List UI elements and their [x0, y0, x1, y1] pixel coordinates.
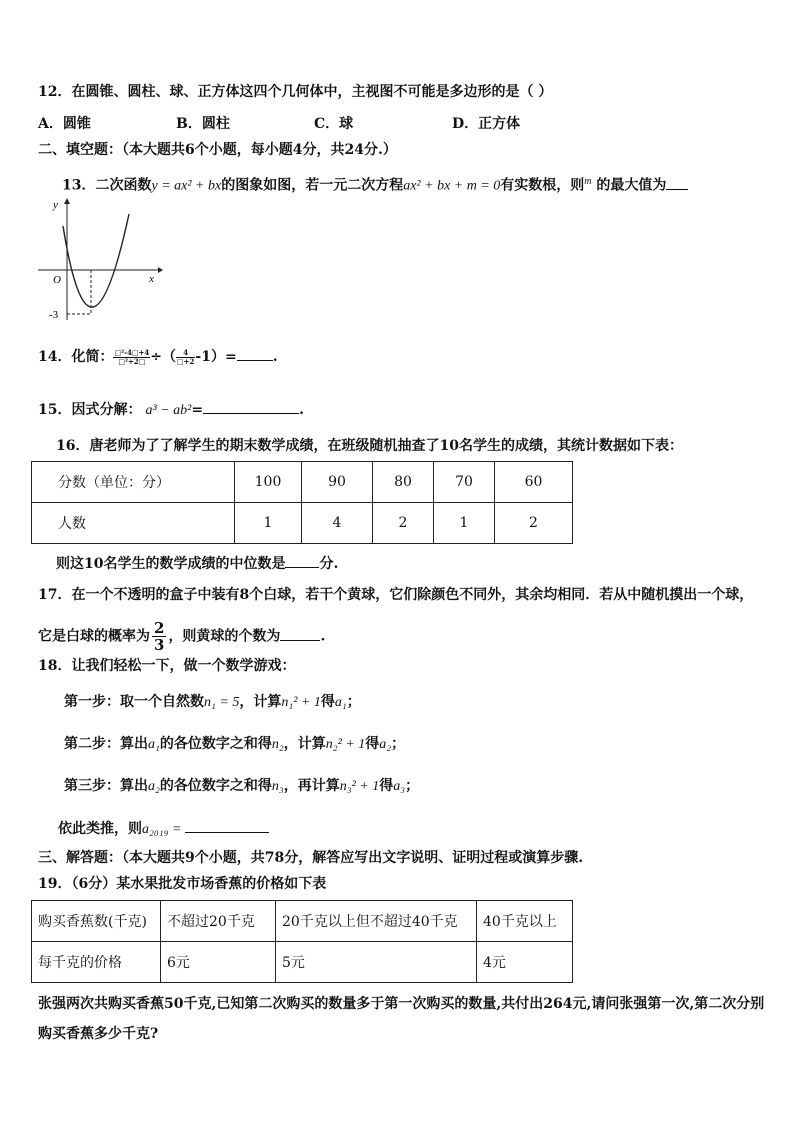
q12-option-a: A．圆锥: [38, 116, 91, 132]
q16-after-b: 分.: [319, 556, 339, 572]
q15-line: [38, 399, 304, 421]
table-row: [32, 503, 573, 544]
q16-after-a: 则这10名学生的数学成绩的中位数是: [56, 556, 286, 572]
q16-cell: 70: [434, 462, 495, 503]
section3-heading: 三、解答题：（本大题共9个小题，共78分，解答应写出文字说明、证明过程或演算步骤.: [38, 850, 584, 866]
q12-stem: 12．在圆锥、圆柱、球、正方体这四个几何体中，主视图不可能是多边形的是（ ）: [38, 84, 553, 100]
q18-end-formula: a₂₀₁₉ =: [142, 822, 182, 837]
q18-step1-d: ；: [346, 694, 361, 710]
q13-text-b: 的图象如图，若一元二次方程: [221, 177, 404, 194]
q19-cell: 5元: [276, 942, 477, 983]
q13-origin-label: O: [53, 274, 61, 286]
q13-answer-blank: [666, 175, 688, 190]
q18-step1-a: 第一步：取一个自然数: [64, 694, 204, 710]
q18-step3-e: ；: [405, 778, 420, 794]
q18-step1-f1: n₁ = 5: [204, 695, 240, 710]
q18-step1-f3: a₁: [334, 695, 347, 710]
q18-step3-d: 得: [379, 778, 394, 794]
q18-step1: [64, 692, 361, 713]
q18-step3-f4: a₃: [393, 779, 406, 794]
table-row: [32, 462, 573, 503]
q14-frac2-den: □+2: [177, 356, 195, 366]
q19-cell: 40千克以上: [477, 901, 573, 942]
q18-step1-f2: n₁² + 1: [281, 695, 321, 710]
q16-cell: 1: [235, 503, 302, 544]
q18-intro: 18．让我们轻松一下，做一个数学游戏：: [38, 658, 296, 674]
q17-fraction: [152, 620, 166, 653]
q13-line: [62, 172, 688, 197]
q19-stem: 19．（6分）某水果批发市场香蕉的价格如下表: [38, 876, 327, 892]
q15-text-a: 15．因式分解：: [38, 402, 142, 418]
q13-var-m: m: [584, 176, 592, 187]
q19-cell-header: 购买香蕉数(千克): [32, 901, 161, 942]
q14-op: ÷（: [150, 349, 177, 365]
q16-stem: 16．唐老师为了了解学生的期末数学成绩，在班级随机抽查了10名学生的成绩，其统计数据如下表：: [56, 438, 683, 454]
q19-price-table: [31, 900, 573, 983]
q13-min-label: -3: [49, 309, 59, 321]
q16-cell: 1: [434, 503, 495, 544]
q16-after: [56, 553, 338, 574]
q13-formula-func: y = ax² + bx: [151, 178, 222, 194]
q16-cell: 2: [373, 503, 434, 544]
q16-answer-blank: [285, 553, 319, 568]
q18-step1-b: ，计算: [239, 694, 282, 710]
q15-formula: a³ − ab²: [145, 403, 192, 418]
q18-step2-f2: n₂: [271, 737, 284, 752]
q18-step2-c: ，计算: [283, 736, 326, 752]
q18-step2: [64, 734, 405, 755]
q13-text-a: 13．二次函数: [62, 177, 152, 194]
q18-step2-e: ；: [391, 736, 406, 752]
q16-cell: 4: [302, 503, 373, 544]
q19-cell: 6元: [161, 942, 276, 983]
q14-frac1-den: □²+2□: [118, 356, 146, 366]
q18-step3-a: 第三步：算出: [64, 778, 148, 794]
q17-line2-c: .: [320, 628, 326, 645]
q17-line2-a: 它是白球的概率为: [38, 628, 150, 645]
q14-fraction-1: [113, 349, 150, 366]
table-row: [32, 942, 573, 983]
q15-answer-blank: [203, 399, 299, 414]
q17-line2: [38, 620, 325, 653]
q12-option-b: B．圆柱: [176, 116, 230, 132]
q14-text-c: .: [272, 349, 278, 365]
q19-after-line1: 张强两次共购买香蕉50千克,已知第二次购买的数量多于第一次购买的数量,共付出264元,请问张强第一次,第二次分别: [38, 996, 765, 1012]
q13-formula-eq: ax² + bx + m = 0: [403, 178, 501, 194]
q17-line1: 17．在一个不透明的盒子中装有8个白球，若干个黄球，它们除颜色不同外，其余均相同．若从中随机摸出一个球，: [38, 587, 754, 603]
q18-end-a: 依此类推，则: [58, 821, 142, 837]
q16-cell: 60: [495, 462, 573, 503]
q18-step3-b: 的各位数字之和得: [159, 778, 272, 794]
q16-cell: 80: [373, 462, 434, 503]
q19-cell: 20千克以上但不超过40千克: [276, 901, 477, 942]
q18-step1-c: 得: [320, 694, 335, 710]
q17-frac-den: 3: [154, 636, 165, 654]
q15-text-c: .: [299, 402, 304, 418]
q13-x-label: x: [149, 273, 154, 285]
q18-step2-f3: n₂² + 1: [325, 737, 366, 752]
q14-text-b: -1）=: [195, 349, 237, 365]
q18-answer-blank: [185, 818, 269, 833]
q16-cell-header: 人数: [32, 503, 235, 544]
q18-step2-f1: a₁: [148, 737, 160, 752]
q13-text-d: 的最大值为: [591, 177, 667, 194]
q13-parabola-graph: [36, 196, 166, 326]
section2-heading: 二、填空题：（本大题共6个小题，每小题4分，共24分.）: [38, 142, 397, 158]
q15-text-b: =: [191, 402, 204, 418]
q14-answer-blank: [237, 346, 273, 361]
q13-text-c: 有实数根，则: [500, 177, 585, 194]
q12-option-c: C．球: [314, 116, 354, 132]
q14-frac1-num: □²-4□+4: [114, 347, 150, 357]
q13-y-label: y: [53, 199, 58, 211]
q13-parabola-curve: [63, 214, 129, 307]
q13-x-arrow: [158, 267, 163, 273]
q14-frac2-num: 4: [176, 349, 195, 358]
q18-end: [58, 818, 269, 840]
q16-cell: 100: [235, 462, 302, 503]
q14-text-a: 14．化简：: [38, 349, 114, 365]
q19-after-line2: 购买香蕉多少千克?: [38, 1026, 159, 1042]
q19-cell: 4元: [477, 942, 573, 983]
q14-line: [38, 346, 278, 367]
q18-step3-f3: n₃² + 1: [339, 779, 380, 794]
q19-cell: 不超过20千克: [161, 901, 276, 942]
q18-step2-f4: a₂: [379, 737, 392, 752]
q16-cell-header: 分数（单位：分）: [32, 462, 235, 503]
q18-step2-b: 的各位数字之和得: [159, 736, 272, 752]
q12-option-d: D．正方体: [452, 116, 521, 132]
q18-step2-a: 第二步：算出: [64, 736, 148, 752]
q18-step3: [64, 776, 419, 797]
table-row: [32, 901, 573, 942]
q14-fraction-2: [176, 349, 195, 366]
q18-step3-c: ，再计算: [283, 778, 340, 794]
q18-step3-f2: n₃: [271, 779, 284, 794]
q13-y-arrow: [64, 198, 70, 204]
q18-step3-f1: a₂: [148, 779, 160, 794]
q17-line2-b: ，则黄球的个数为: [168, 628, 281, 645]
q17-answer-blank: [280, 626, 320, 641]
q19-cell-header: 每千克的价格: [32, 942, 161, 983]
q17-frac-num: 2: [154, 619, 165, 637]
q16-score-table: [31, 461, 573, 544]
q16-cell: 90: [302, 462, 373, 503]
q18-step2-d: 得: [365, 736, 380, 752]
q16-cell: 2: [495, 503, 573, 544]
